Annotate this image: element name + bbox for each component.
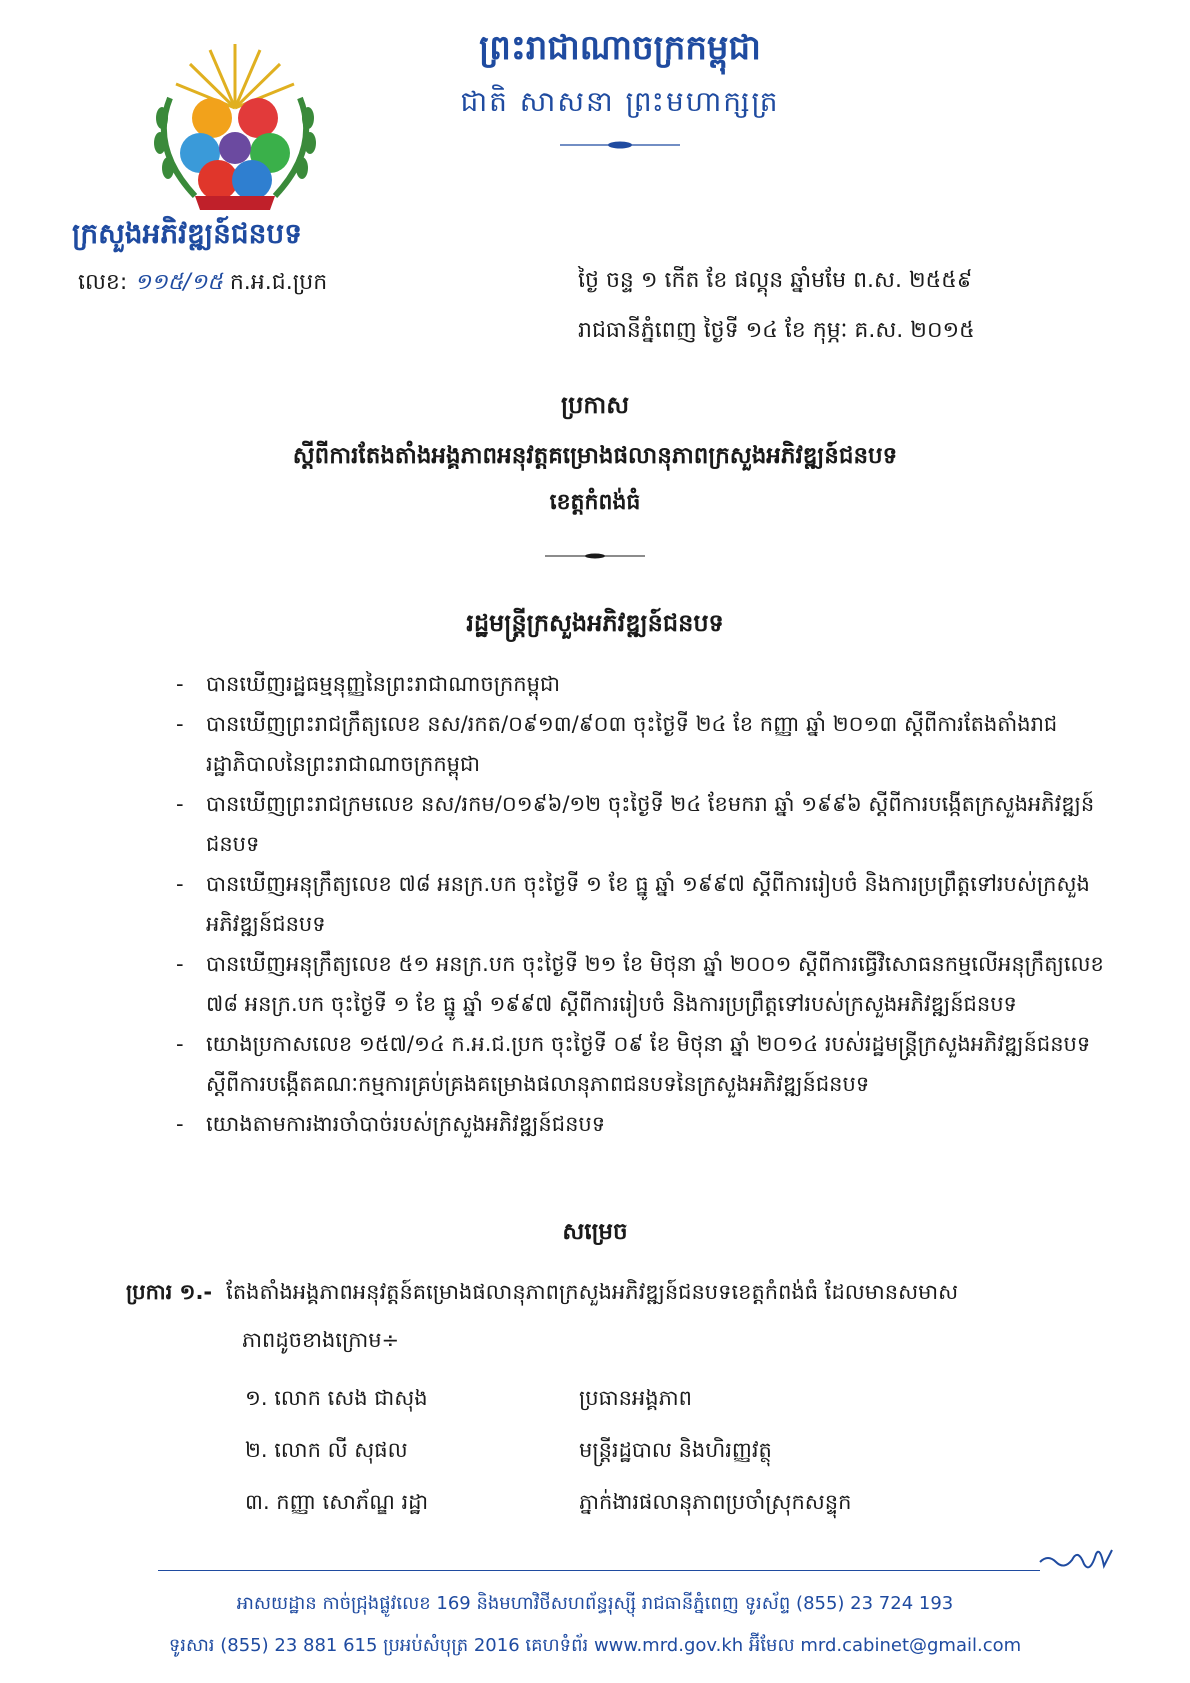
header-ornament — [560, 135, 680, 145]
list-item: - បានឃើញព្រះរាជក្រឹត្យលេខ នស/រកត/០៩១៣/៩០៣ ចុះថ្ងៃទី ២៤ ខែ កញ្ញា ឆ្នាំ ២០១៣ ស្តីពីការតែងតាំងរាជរដ្ឋាភិបាលនៃព្រះរាជាណាចក្រកម្ពុជា — [170, 704, 1120, 784]
members-list — [245, 1385, 1065, 1541]
ref-suffix: ក.អ.ជ.ប្រក — [229, 270, 328, 295]
member-name: ១. លោក សេង ជាសុង — [245, 1386, 428, 1410]
ministry-logo — [140, 38, 330, 218]
document-type: ប្រកាស — [560, 391, 630, 419]
reference-number — [78, 268, 327, 300]
ministry-name: ក្រសួងអភិវឌ្ឍន៍ជនបទ — [72, 217, 302, 250]
article-text: តែងតាំងអង្គភាពអនុវត្តន៍គម្រោងផលានុភាពក្រសួងអភិវឌ្ឍន៍ជនបទខេត្តកំពង់ធំ ដែលមានសមាស — [226, 1280, 959, 1304]
national-motto: ជាតិ សាសនា ព្រះមហាក្សត្រ — [460, 85, 780, 118]
considerations-list — [170, 664, 1120, 1144]
list-item: - បានឃើញព្រះរាជក្រមលេខ នស/រកម/០១៩៦/១២ ចុះថ្ងៃទី ២៤ ខែមករា ឆ្នាំ ១៩៩៦ ស្តីពីការបង្កើតក្រសួងអភិវឌ្ឍន៍ជនបទ — [170, 784, 1120, 864]
member-row — [245, 1437, 1065, 1489]
member-role: ប្រធានអង្គភាព — [579, 1386, 692, 1410]
member-role: ភ្នាក់ងារផលានុភាពប្រចាំស្រុកសន្ទុក — [579, 1490, 852, 1514]
member-row — [245, 1385, 1065, 1437]
decision-heading: សម្រេច — [562, 1219, 628, 1245]
list-item: - យោងប្រកាសលេខ ១៥៧/១៤ ក.អ.ជ.ប្រក ចុះថ្ងៃទី ០៩ ខែ មិថុនា ឆ្នាំ ២០១៤ របស់រដ្ឋមន្ត្រីក្រសួងអភិវឌ្ឍន៍ជនបទស្តីពីការបង្កើតគណៈកម្មការគ្រប់គ្រងគម្រោងផលានុភាពជនបទនៃក្រសួងអភិវឌ្ឍន៍ជនបទ — [170, 1024, 1120, 1104]
document-subtitle: ខេត្តកំពង់ធំ — [549, 490, 641, 515]
article-text-continued: ភាពដូចខាងក្រោម÷ — [242, 1328, 400, 1352]
list-item: - បានឃើញអនុក្រឹត្យលេខ ៥១ អនក្រ.បក ចុះថ្ងៃទី ២១ ខែ មិថុនា ឆ្នាំ ២០០១ ស្តីពីការធ្វើវិសោធនកម្មលើអនុក្រឹត្យលេខ ៧៨ អនក្រ.បក ចុះថ្ងៃទី ១ ខែ ធ្នូ ឆ្នាំ ១៩៩៧ ស្តីពីការរៀបចំ និងការប្រព្រឹត្តទៅរបស់ក្រសួងអភិវឌ្ឍន៍ជនបទ — [170, 944, 1120, 1024]
title-divider — [545, 545, 645, 553]
member-name: ២. លោក លី សុផល — [245, 1438, 408, 1462]
article-1 — [126, 1268, 1106, 1364]
document-title: ស្តីពីការតែងតាំងអង្គភាពអនុវត្តគម្រោងផលានុភាពក្រសួងអភិវឌ្ឍន៍ជនបទ — [292, 443, 898, 469]
member-role: មន្ត្រីរដ្ឋបាល និងហិរញ្ញវត្ថុ — [579, 1438, 772, 1462]
kingdom-title: ព្រះរាជាណាចក្រកម្ពុជា — [479, 28, 761, 68]
member-name: ៣. កញ្ញា សោភ័ណ្ឌ រដ្ឋា — [245, 1490, 429, 1514]
member-row — [245, 1489, 1065, 1541]
list-item: - បានឃើញរដ្ឋធម្មនុញ្ញនៃព្រះរាជាណាចក្រកម្ពុជា — [170, 664, 1120, 704]
initials-signature — [1038, 1540, 1118, 1580]
footer-divider — [158, 1570, 1040, 1571]
article-label: ប្រការ ១.- — [126, 1280, 213, 1304]
footer-contact: ទូរសារ (855) 23 881 615 ប្រអប់សំបុត្រ 2016 គេហទំព័រ www.mrd.gov.kh អ៊ីមែល mrd.cabinet@gmail.com — [168, 1635, 1022, 1656]
list-item: - យោងតាមការងារចាំបាច់របស់ក្រសួងអភិវឌ្ឍន៍ជនបទ — [170, 1104, 1120, 1144]
footer-address: អាសយដ្ឋាន កាច់ជ្រុងផ្លូវលេខ 169 និងមហាវិថីសហព័ន្ធរុស្ស៊ី រាជធានីភ្នំពេញ ទូរស័ព្ទ (855) 23 724 193 — [236, 1593, 954, 1614]
ref-prefix: លេខ: — [78, 270, 128, 295]
minister-heading: រដ្ឋមន្ត្រីក្រសួងអភិវឌ្ឍន៍ជនបទ — [466, 609, 724, 637]
list-item: - បានឃើញអនុក្រឹត្យលេខ ៧៨ អនក្រ.បក ចុះថ្ងៃទី ១ ខែ ធ្នូ ឆ្នាំ ១៩៩៧ ស្តីពីការរៀបចំ និងការប្រព្រឹត្តទៅរបស់ក្រសួងអភិវឌ្ឍន៍ជនបទ — [170, 864, 1120, 944]
ref-number: ១១៥/១៥ — [134, 270, 223, 295]
date-solar: រាជធានីភ្នំពេញ ថ្ងៃទី ១៤ ខែ កុម្ភៈ គ.ស. ២០១៥ — [578, 318, 975, 343]
date-lunar: ថ្ងៃ ចន្ទ ១ កើត ខែ ផល្គុន ឆ្នាំមមែ ព.ស. ២៥៥៩ — [578, 268, 973, 293]
